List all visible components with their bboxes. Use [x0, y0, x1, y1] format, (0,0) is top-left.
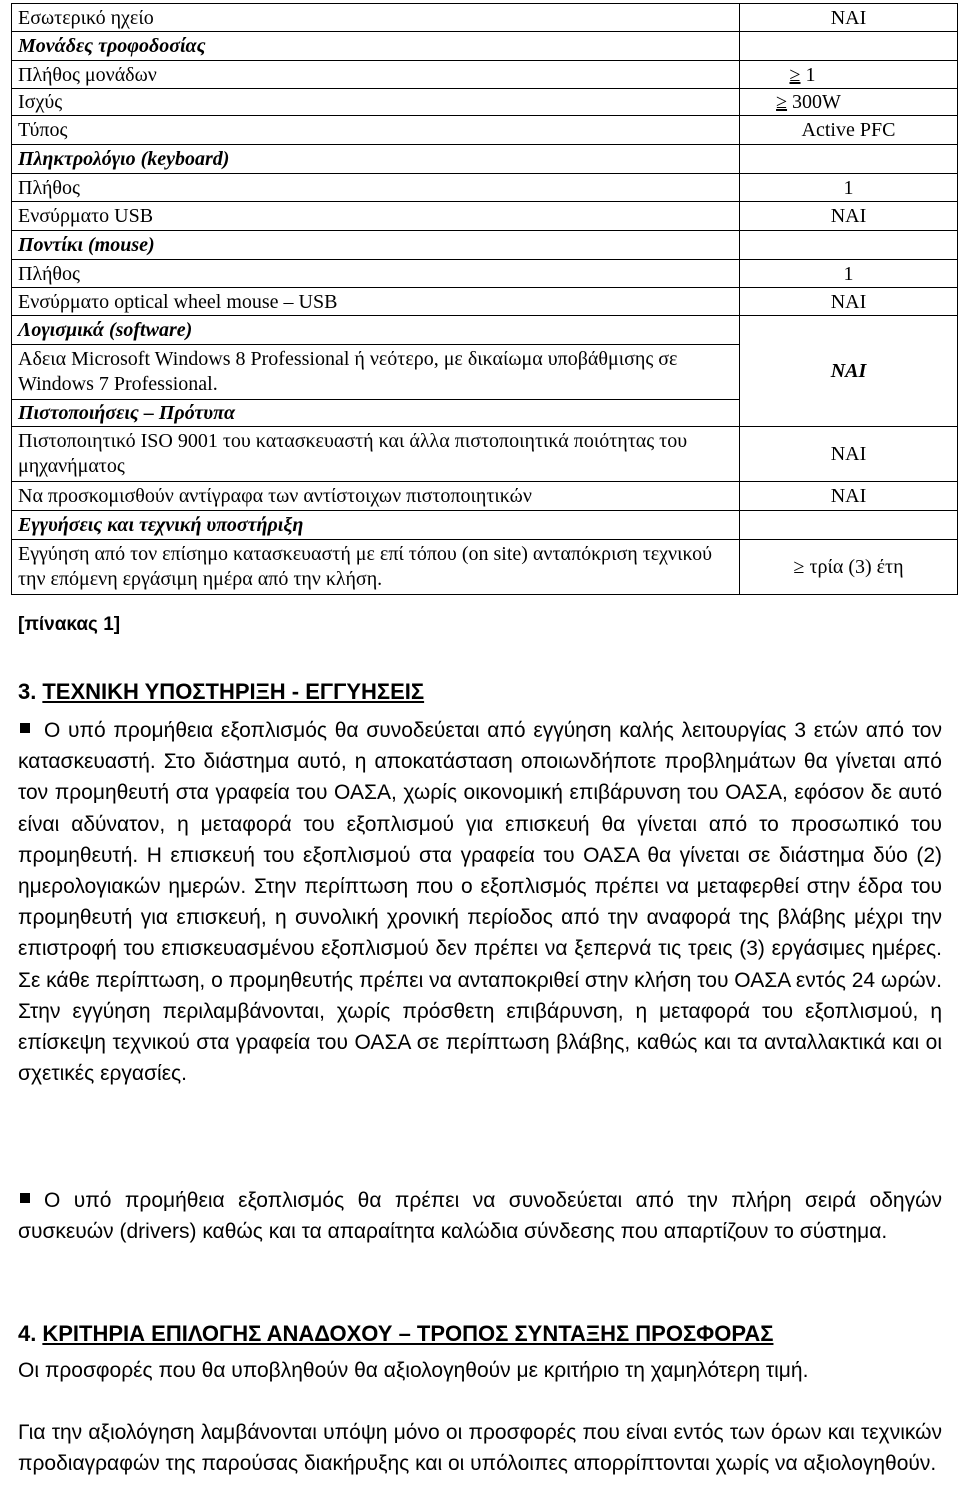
row-label: Ενσύρματο optical wheel mouse – USB [12, 288, 740, 316]
table-row [12, 427, 958, 482]
table-row [12, 4, 958, 32]
row-value: ΝΑΙ [740, 482, 958, 511]
square-bullet-icon [20, 723, 30, 733]
section-title: Πληκτρολόγιο (keyboard) [12, 145, 740, 174]
row-value: ≥ 1 [740, 61, 958, 89]
table-row [12, 482, 958, 511]
section-number: 4. [18, 1321, 37, 1346]
bullet-item-drivers [18, 1185, 942, 1247]
table-row [12, 288, 958, 316]
row-label: Πλήθος [12, 174, 740, 202]
section-title: Εγγυήσεις και τεχνική υποστήριξη [12, 511, 740, 540]
geq-sign: ≥ [776, 91, 788, 113]
row-value: ΝΑΙ [740, 288, 958, 316]
section-row [12, 32, 958, 61]
bullet-text: Ο υπό προμήθεια εξοπλισμός θα συνοδεύεται από εγγύηση καλής λειτουργίας 3 ετών από τον κατασκευαστή. Στο διάστημα αυτό, η αποκατάσταση οποιωνδήποτε προβλημάτων θα γίνεται από τον προμηθευτή στα γραφεία του ΟΑΣΑ, χωρίς οικονομική επιβάρυνση του ΟΑΣΑ, εφόσον δε αυτό είναι αδύνατον, η μεταφορά του εξοπλισμού για επισκευή θα γίνεται από το προσωπικό του προμηθευτή. Η επισκευή του εξοπλισμού στα γραφεία του ΟΑΣΑ θα γίνεται σε διάστημα δύο (2) ημερολογιακών ημερών. Στην περίπτωση που ο εξοπλισμός πρέπει να μεταφερθεί στην έδρα του προμηθευτή για επισκευή, η συνολική χρονική περίοδος από την αναφορά της βλάβης μέχρι την επιστροφή του επισκευασμένου εξοπλισμού δεν πρέπει να ξεπερνά τις τρεις (3) εργάσιμες ημέρες. Σε κάθε περίπτωση, ο προμηθευτής πρέπει να ανταποκριθεί στην κλήση του ΟΑΣΑ εντός 24 ωρών. Στην εγγύηση περιλαμβάνονται, χωρίς πρόσθετη επιβάρυνση, η μεταφορά του εξοπλισμού, η επίσκεψη τεχνικού στα γραφεία του ΟΑΣΑ σε περίπτωση βλάβης, καθώς και τα ανταλλακτικά και οι σχετικές εργασίες. [18, 719, 942, 1086]
row-value: ΝΑΙ [740, 4, 958, 32]
section-title: ΚΡΙΤΗΡΙΑ ΕΠΙΛΟΓΗΣ ΑΝΑΔΟΧΟΥ – ΤΡΟΠΟΣ ΣΥΝΤΑΞΗΣ ΠΡΟΣΦΟΡΑΣ [42, 1321, 774, 1346]
row-label: Πιστοποιητικό ISO 9001 του κατασκευαστή και άλλα πιστοποιητικά ποιότητας του μηχανήματος [12, 427, 740, 482]
bullet-item-warranty [18, 715, 942, 1089]
section-title: ΤΕΧΝΙΚΗ ΥΠΟΣΤΗΡΙΞΗ - ΕΓΓΥΗΣΕΙΣ [42, 679, 425, 704]
table-row [12, 61, 958, 89]
square-bullet-icon [20, 1193, 30, 1203]
row-label: Αδεια Microsoft Windows 8 Professional ή νεότερο, με δικαίωμα υποβάθμισης σε Windows 7 Professional. [12, 345, 740, 400]
row-label: Να προσκομισθούν αντίγραφα των αντίστοιχων πιστοποιητικών [12, 482, 740, 511]
paragraph-evaluation: Για την αξιολόγηση λαμβάνονται υπόψη μόνο οι προσφορές που είναι εντός των όρων και τεχνικών προδιαγραφών της παρούσας διακήρυξης και οι υπόλοιπες απορρίπτονται χωρίς να αξιολογηθούν. [18, 1421, 942, 1476]
row-label: Τύπος [12, 116, 740, 145]
section-row [12, 231, 958, 260]
row-label: Πλήθος μονάδων [12, 61, 740, 89]
row-value: ΝΑΙ [740, 427, 958, 482]
row-value: ≥ τρία (3) έτη [740, 540, 958, 595]
row-label: Πλήθος [12, 260, 740, 288]
table-row [12, 540, 958, 595]
row-label: Εγγύηση από τον επίσημο κατασκευαστή με επί τόπου (on site) ανταπόκριση τεχνικού την επόμενη εργάσιμη ημέρα από την κλήση. [12, 540, 740, 595]
table-row [12, 202, 958, 231]
geq-sign: ≥ [789, 63, 801, 86]
row-value: 1 [740, 260, 958, 288]
section-row [12, 511, 958, 540]
section-row [12, 316, 958, 345]
table-row [12, 89, 958, 116]
section-title: Πιστοποιήσεις – Πρότυπα [12, 400, 740, 427]
row-label: Ισχύς [12, 89, 740, 116]
row-value: ΝΑΙ [740, 316, 958, 427]
row-value: ΝΑΙ [740, 202, 958, 231]
section-3-heading [18, 678, 424, 706]
geq-sign: ≥ [793, 556, 805, 578]
row-label: Ενσύρματο USB [12, 202, 740, 231]
row-value: 1 [740, 174, 958, 202]
table-row [12, 260, 958, 288]
table-row [12, 116, 958, 145]
section-title: Λογισμικά (software) [12, 316, 740, 345]
section-title: Ποντίκι (mouse) [12, 231, 740, 260]
spec-table [11, 3, 958, 595]
section-row [12, 145, 958, 174]
bullet-text: Ο υπό προμήθεια εξοπλισμός θα πρέπει να συνοδεύεται από την πλήρη σειρά οδηγών συσκευών (drivers) καθώς και τα απαραίτητα καλώδια σύνδεσης που απαρτίζουν το σύστημα. [18, 1189, 942, 1244]
table-row [12, 174, 958, 202]
table-caption: [πίνακας 1] [18, 614, 121, 635]
row-label: Εσωτερικό ηχείο [12, 4, 740, 32]
paragraph-criteria: Οι προσφορές που θα υποβληθούν θα αξιολογηθούν με κριτήριο τη χαμηλότερη τιμή. [18, 1359, 809, 1382]
row-value: Active PFC [740, 116, 958, 145]
section-4-heading [18, 1320, 773, 1348]
section-title: Μονάδες τροφοδοσίας [12, 32, 740, 61]
section-number: 3. [18, 679, 37, 704]
row-value: ≥ 300W [740, 89, 958, 116]
